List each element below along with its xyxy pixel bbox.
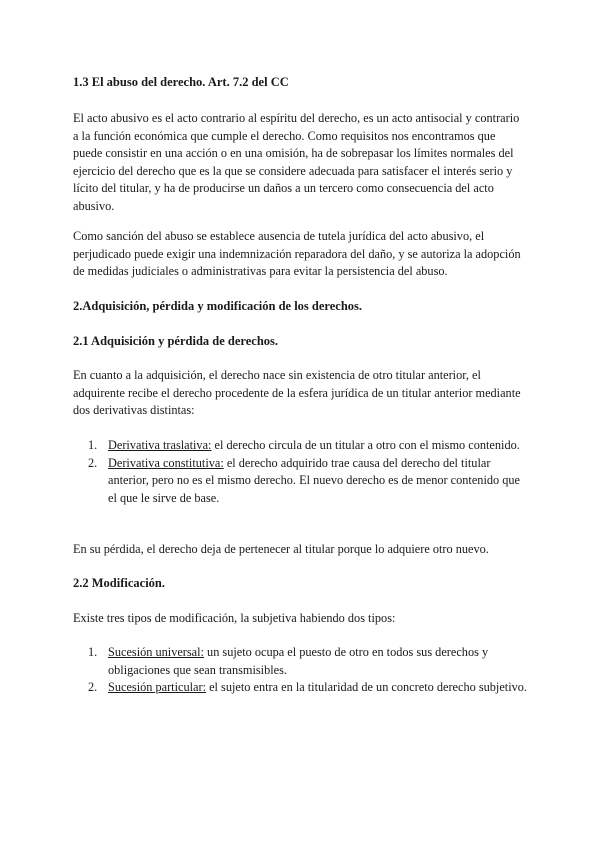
heading-2-1: 2.1 Adquisición y pérdida de derechos.: [73, 334, 279, 348]
list-text: el sujeto entra en la titularidad de un concreto derecho subjetivo.: [206, 680, 527, 694]
list-number: 1.: [88, 438, 98, 452]
list-number: 2.: [88, 680, 98, 694]
paragraph-modificacion: Existe tres tipos de modificación, la subjetiva habiendo dos tipos:: [73, 611, 396, 625]
heading-1-3: 1.3 El abuso del derecho. Art. 7.2 del CC: [73, 75, 289, 89]
list-number: 2.: [88, 455, 98, 470]
list-item: [73, 679, 527, 697]
paragraph-perdida: En su pérdida, el derecho deja de pertenecer al titular porque lo adquiere otro nuevo.: [73, 542, 489, 556]
list-term: Derivativa constitutiva:: [108, 455, 224, 470]
paragraph-abuso-sancion: Como sanción del abuso se establece ausencia de tutela jurídica del acto abusivo, el perjudicado puede exigir una indemnización reparadora del daño, y se autoriza la adopción de medidas judiciales o administrativas para evitar la persistencia del abuso.: [73, 229, 521, 278]
list-term: Sucesión universal:: [108, 645, 204, 659]
paragraph-adquisicion: En cuanto a la adquisición, el derecho nace sin existencia de otro titular anterior, el adquirente recibe el derecho procedente de la esfera jurídica de un titular anterior mediante dos derivativas distintas:: [73, 368, 521, 417]
list-term: Sucesión particular:: [108, 680, 207, 694]
sucesion-list: [73, 644, 527, 697]
derivativas-list: [73, 437, 527, 507]
list-text: un sujeto ocupa el puesto de otro en todos sus derechos y obligaciones que sean transmisibles.: [108, 645, 489, 677]
list-text: el derecho circula de un titular a otro con el mismo contenido.: [211, 438, 520, 452]
paragraph-abuso-definicion: El acto abusivo es el acto contrario al espíritu del derecho, es un acto antisocial y contrario a la función económica que cumple el derecho. Como requisitos nos encontramos que puede consistir en una acción o en una omisión, ha de sobrepasar los límites normales del ejercicio del derecho que es la que se considere adecuada para satisfacer el interés serio y lícito del titular, y ha de producirse un daños a un tercero como consecuencia del acto abusivo.: [73, 111, 520, 213]
list-text: el derecho adquirido trae causa del derecho del titular anterior, pero no es el mismo derecho. El nuevo derecho es de menor contenido que el que le sirve de base.: [108, 455, 520, 505]
list-term: Derivativa traslativa:: [108, 438, 212, 452]
heading-2-2: 2.2 Modificación.: [73, 576, 166, 590]
heading-2: 2.Adquisición, pérdida y modificación de los derechos.: [73, 299, 363, 313]
list-item: [73, 437, 527, 455]
list-number: 1.: [88, 645, 98, 659]
list-item: [73, 455, 527, 508]
list-item: [73, 644, 527, 679]
